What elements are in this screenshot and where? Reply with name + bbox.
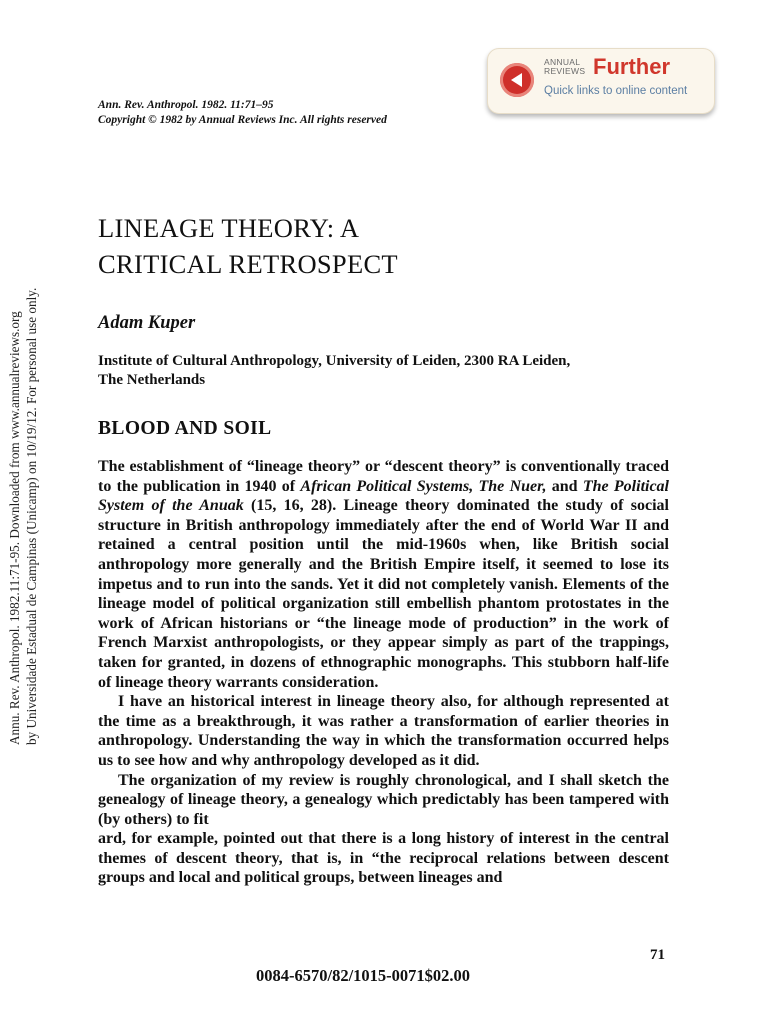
body-paragraph: I have an historical interest in lineage theory also, for although represented at the time as a breakthrough, it was rather a transformation of earlier theories in anthropology. Understanding the way in which the transformation occurred helps us to see how and why anthropology developed as it did. bbox=[98, 693, 669, 769]
copyright-notice: Copyright © 1982 by Annual Reviews Inc. All rights reserved bbox=[98, 114, 387, 126]
play-icon bbox=[500, 63, 534, 97]
download-notice bbox=[6, 275, 44, 745]
issn-code: 0084-6570/82/1015-0071$02.00 bbox=[256, 966, 471, 985]
section-heading: BLOOD AND SOIL bbox=[98, 418, 272, 439]
download-notice-line1: Annu. Rev. Anthropol. 1982.11:71-95. Downloaded from www.annualreviews.org bbox=[7, 311, 22, 745]
page-number: 71 bbox=[650, 947, 665, 963]
annual-reviews-wordmark: ANNUAL REVIEWS bbox=[544, 57, 586, 76]
article-body bbox=[98, 457, 669, 888]
author-name: Adam Kuper bbox=[98, 313, 196, 333]
annual-reviews-further-link[interactable] bbox=[487, 48, 715, 114]
author-affiliation: Institute of Cultural Anthropology, University of Leiden, 2300 RA Leiden, The Netherlands bbox=[98, 353, 571, 388]
journal-reference bbox=[98, 98, 387, 128]
citation: Ann. Rev. Anthropol. 1982. 11:71–95 bbox=[98, 99, 274, 111]
further-label: Further bbox=[593, 54, 670, 79]
body-paragraph: The organization of my review is roughly chronological, and I shall sketch the genealogy of lineage theory, a genealogy which predictably has been tampered with (by others) to fit bbox=[98, 771, 669, 828]
body-paragraph: ard, for example, pointed out that there is a long history of interest in the central themes of descent theory, that is, in “the reciprocal relations between descent groups and local and political groups, between lineages and bbox=[98, 830, 669, 887]
download-notice-line2: by Universidade Estadual de Campinas (Unicamp) on 10/19/12. For personal use only. bbox=[24, 287, 39, 745]
article-title: LINEAGE THEORY: A CRITICAL RETROSPECT bbox=[98, 213, 398, 279]
body-paragraph: The establishment of “lineage theory” or “descent theory” is conventionally traced to the publication in 1940 of African Political Systems, The Nuer, and The Political System of the Anuak (15, 16, 28). Lineage theory dominated the study of social structure in British anthropology immediately after the end of World War II and retained a central position until the mid-1960s when, like British social anthropology more generally and the British Empire itself, it seemed to lose its impetus and to run into the sands. Yet it did not completely vanish. Elements of the lineage model of political organization still embellish phantom protostates in the work of African historians or “the lineage mode of production” in the work of French Marxist anthropologists, or they appear simply as part of the trappings, taken for granted, in dozens of ethnographic monographs. This stubborn half-life of lineage theory warrants consideration. bbox=[98, 458, 670, 691]
further-subtitle: Quick links to online content bbox=[544, 85, 688, 97]
